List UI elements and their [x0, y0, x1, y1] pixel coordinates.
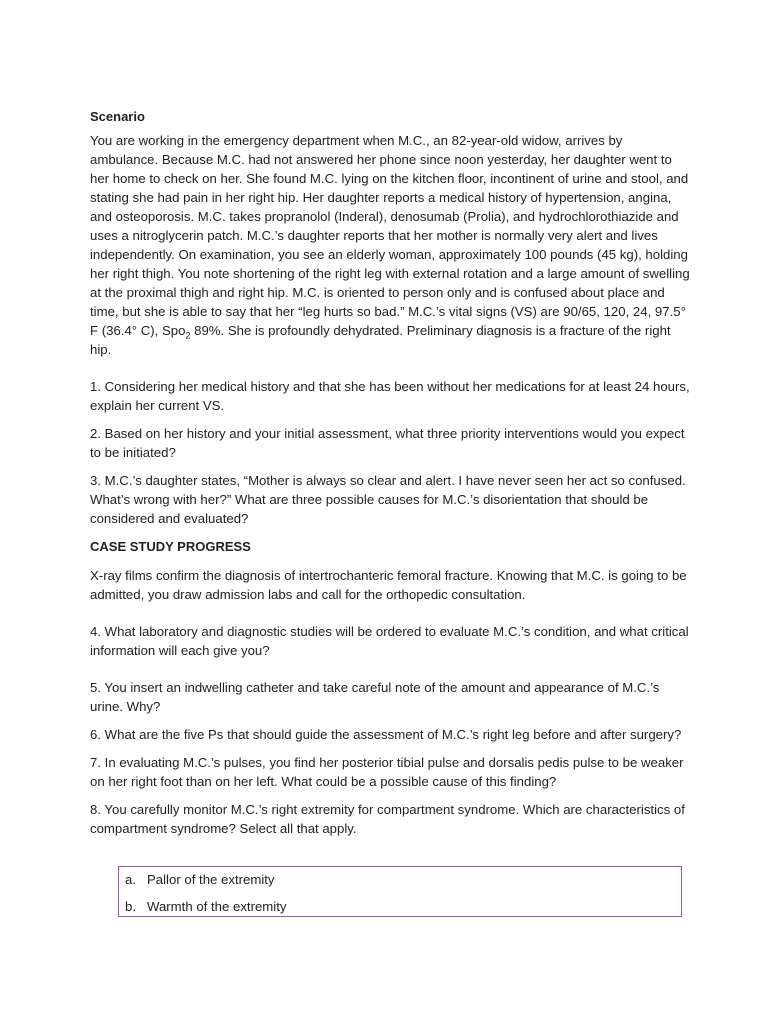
scenario-text-part2: 89%. She is profoundly dehydrated. Preliminary diagnosis is a fracture of the right hip. [90, 323, 671, 357]
option-a-letter: a. [125, 872, 136, 887]
case-study-progress-heading: CASE STUDY PROGRESS [90, 539, 251, 554]
scenario-text-part1: You are working in the emergency department when M.C., an 82-year-old widow, arrives by ambulance. Because M.C. had not answered her phone since noon yesterday, her daughter went to her home to check on her. She found M.C. lying on the kitchen floor, incontinent of urine and stool, and stating she had pain in her right hip. Her daughter reports a medical history of hypertension, angina, and osteoporosis. M.C. takes propranolol (Inderal), denosumab (Prolia), and hydrochlorothiazide and uses a nitroglycerin patch. M.C.’s daughter reports that her mother is normally very alert and lives independently. On examination, you see an elderly woman, approximately 100 pounds (45 kg), holding her right thigh. You note shortening of the right leg with external rotation and a large amount of swelling at the proximal thigh and right hip. M.C. is oriented to person only and is confused about place and time, but she is able to say that her “leg hurts so bad.” M.C.’s vital signs (VS) are 90/65, 120, 24, 97.5° F (36.4° C), Spo [90, 133, 690, 338]
case-study-progress-text: X-ray films confirm the diagnosis of intertrochanteric femoral fracture. Knowing that M.C. is going to be admitted, you draw admission labs and call for the orthopedic consultation. [90, 568, 687, 602]
option-a-text: Pallor of the extremity [147, 872, 275, 887]
document-page [90, 107, 690, 838]
question-2: 2. Based on her history and your initial assessment, what three priority interventions would you expect to be initiated? [90, 426, 685, 460]
question-7: 7. In evaluating M.C.’s pulses, you find her posterior tibial pulse and dorsalis pedis pulse to be weaker on her right foot than on her left. What could be a possible cause of this finding? [90, 755, 684, 789]
option-b-text: Warmth of the extremity [147, 899, 287, 914]
question-1: 1. Considering her medical history and that she has been without her medications for at least 24 hours, explain her current VS. [90, 379, 690, 413]
question-5: 5. You insert an indwelling catheter and take careful note of the amount and appearance of M.C.’s urine. Why? [90, 680, 660, 714]
answer-options-box [118, 866, 682, 917]
question-3: 3. M.C.’s daughter states, “Mother is always so clear and alert. I have never seen her act so confused. What’s wrong with her?” What are three possible causes for M.C.’s disorientation that should be considered and evaluated? [90, 473, 686, 526]
option-b-letter: b. [125, 899, 136, 914]
option-b [125, 897, 286, 917]
option-a [125, 870, 275, 890]
question-8: 8. You carefully monitor M.C.’s right extremity for compartment syndrome. Which are characteristics of compartment syndrome? Select all that apply. [90, 802, 685, 836]
question-6: 6. What are the five Ps that should guide the assessment of M.C.’s right leg before and after surgery? [90, 727, 682, 742]
question-4: 4. What laboratory and diagnostic studies will be ordered to evaluate M.C.’s condition, and what critical information will each give you? [90, 624, 689, 658]
spo2-subscript: 2 [185, 330, 191, 341]
scenario-paragraph [90, 131, 690, 359]
scenario-heading: Scenario [90, 109, 145, 124]
